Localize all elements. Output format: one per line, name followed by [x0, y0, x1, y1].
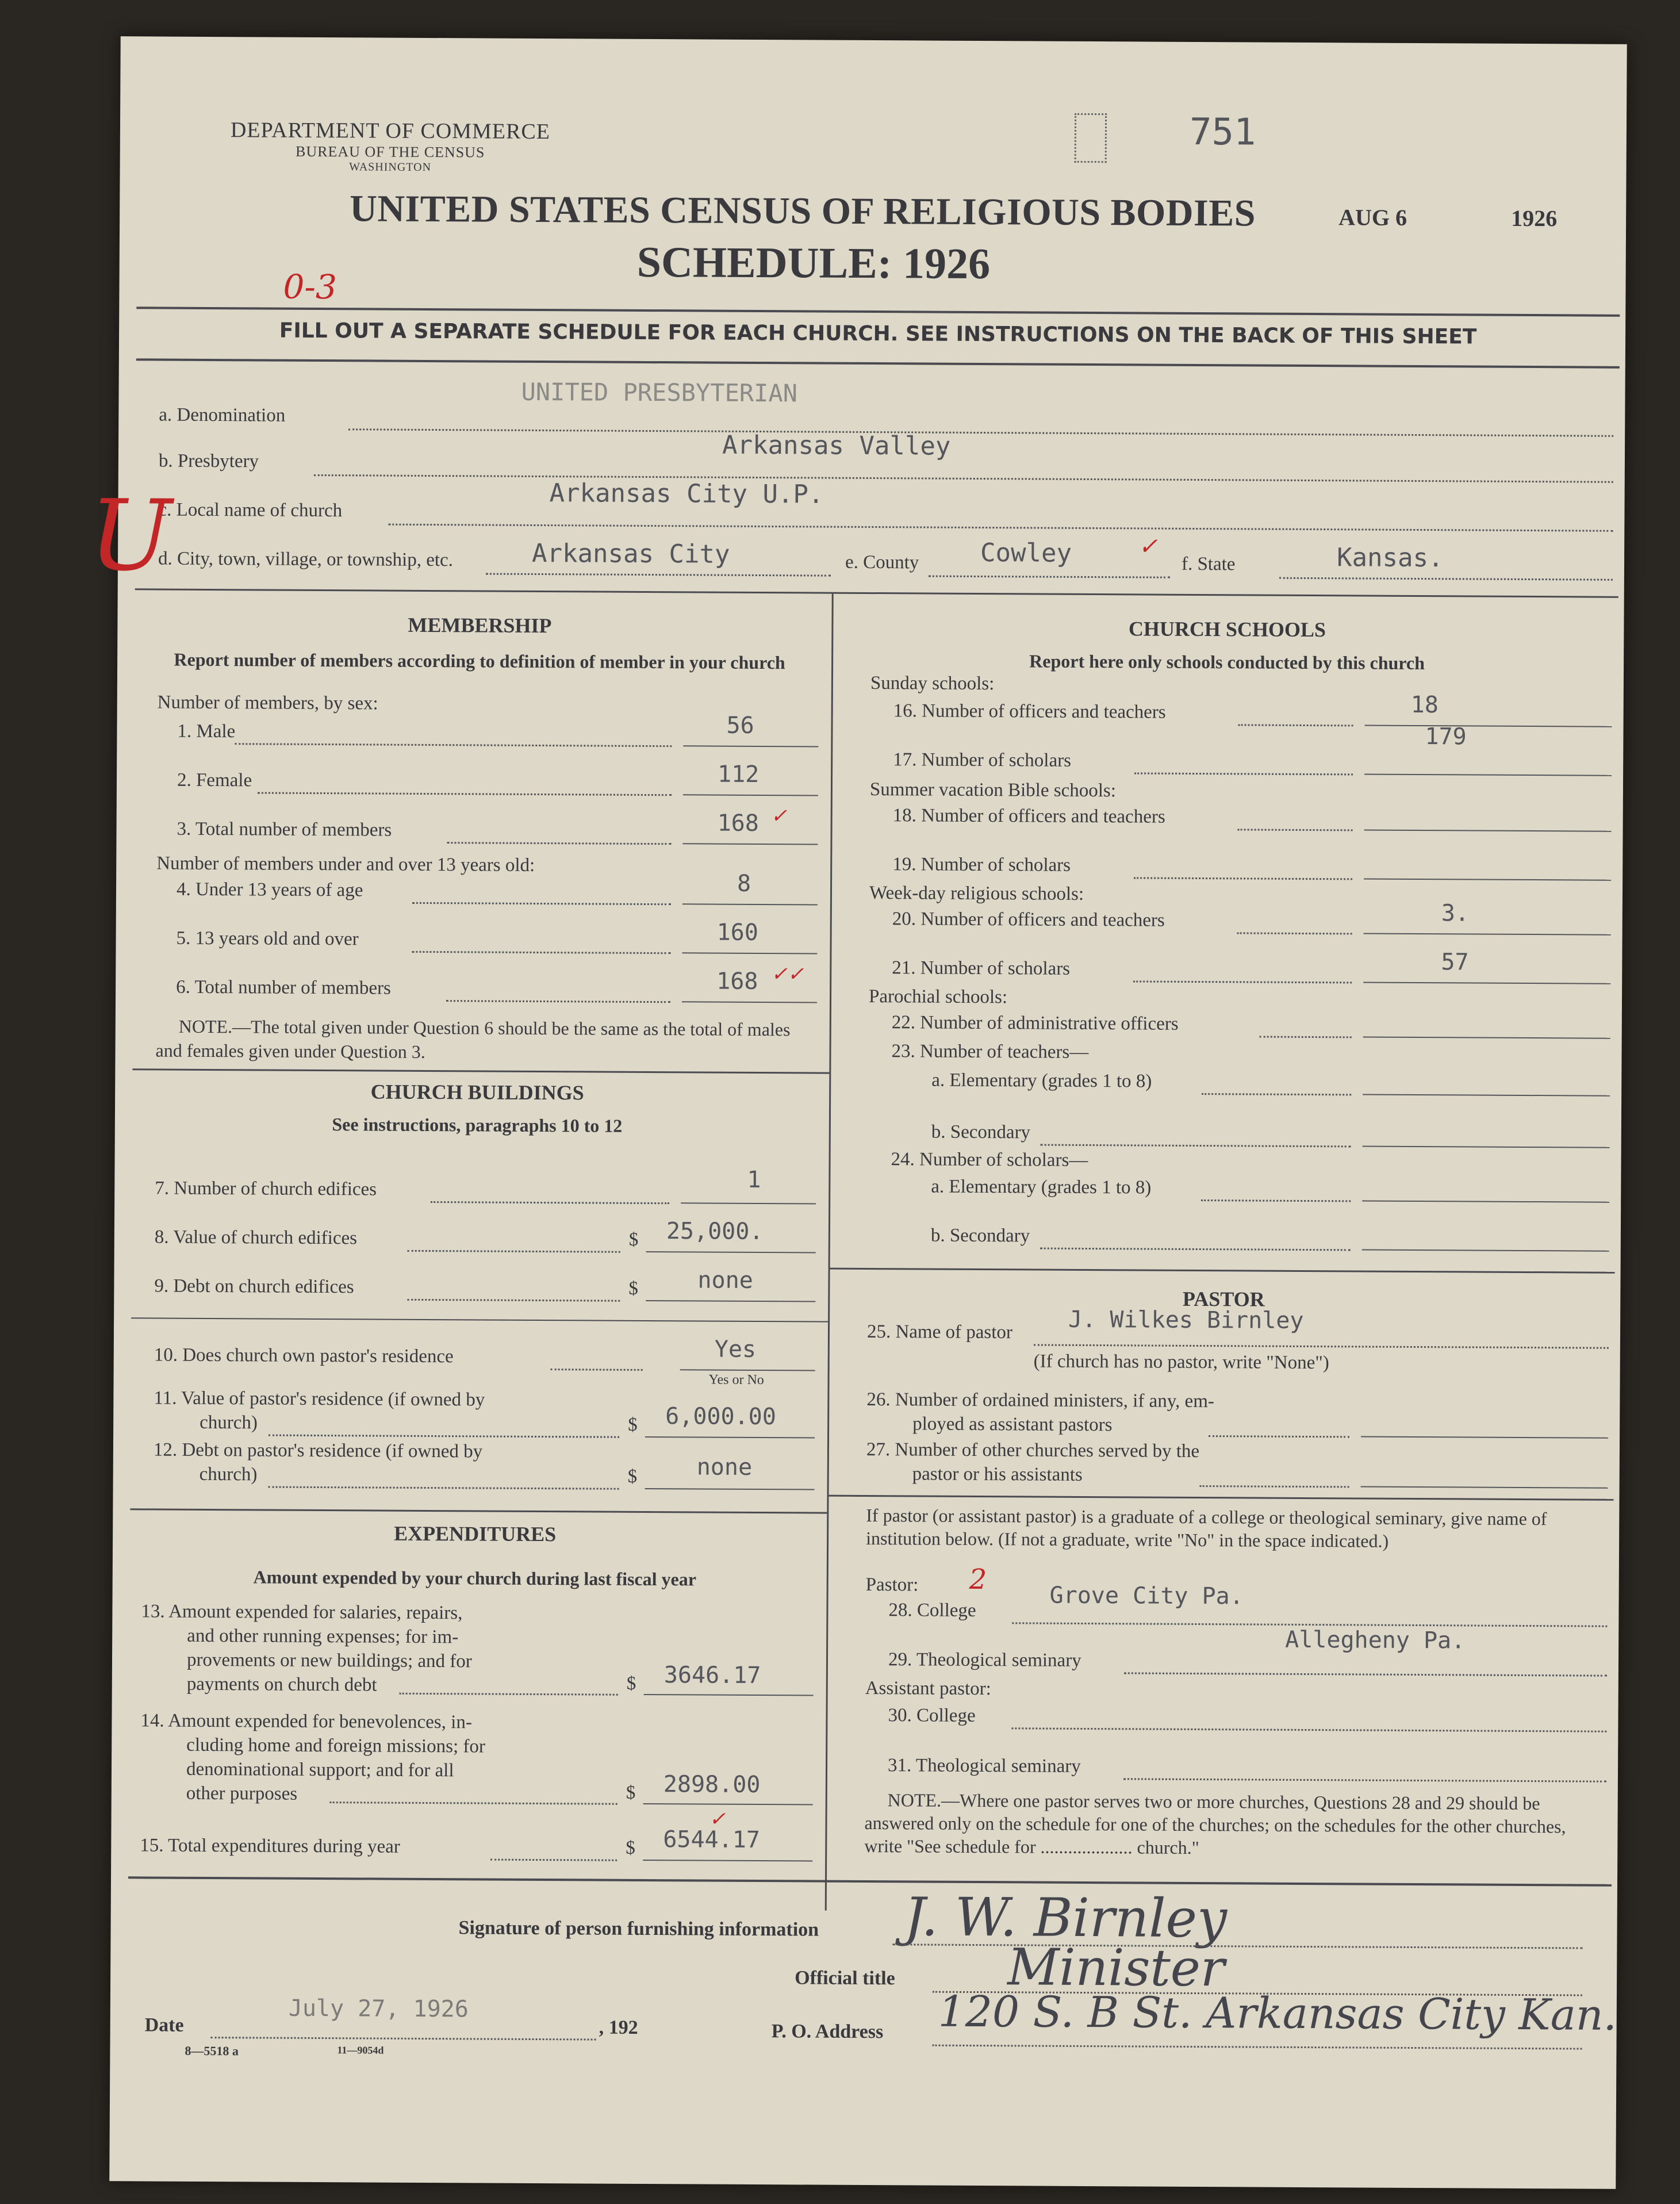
pastor-grad-label: Pastor:	[865, 1574, 919, 1596]
q5-answer-line	[682, 952, 817, 954]
date-suffix: , 192	[599, 2017, 638, 2038]
by-sex-label: Number of members, by sex:	[157, 692, 378, 714]
address-label: P. O. Address	[771, 2021, 884, 2043]
county-check-mark: ✓	[1138, 533, 1158, 560]
buildings-end-rule	[130, 1508, 827, 1513]
q4-label: 4. Under 13 years of age	[176, 879, 363, 901]
q20-value: 3.	[1441, 900, 1470, 927]
q9-answer-line	[646, 1300, 815, 1302]
q7-label: 7. Number of church edifices	[155, 1178, 377, 1200]
q3-value: 168	[717, 810, 760, 837]
buildings-heading: CHURCH BUILDINGS	[370, 1080, 584, 1105]
department-name: DEPARTMENT OF COMMERCE	[230, 118, 551, 144]
q27-answer-line	[1361, 1486, 1608, 1488]
q1-answer-line	[683, 745, 818, 747]
stamp-mark	[1075, 113, 1107, 163]
q9-dollar: $	[628, 1278, 638, 1299]
q12-value: none	[696, 1454, 753, 1481]
q27-line-1: 27. Number of other churches served by the	[866, 1439, 1200, 1462]
county-label: e. County	[845, 551, 919, 573]
q6-leader	[446, 1000, 670, 1003]
census-schedule-sheet	[89, 36, 1627, 2189]
membership-rule	[132, 1068, 829, 1074]
q30-line	[1011, 1727, 1606, 1732]
denomination-value: UNITED PRESBYTERIAN	[521, 377, 798, 408]
date-line	[211, 2037, 596, 2041]
schools-heading: CHURCH SCHOOLS	[1128, 617, 1326, 642]
q17-label: 17. Number of scholars	[893, 749, 1072, 771]
pastor-red-mark: 2	[969, 1563, 987, 1596]
q1-value: 56	[726, 712, 754, 739]
q18-label: 18. Number of officers and teachers	[892, 805, 1165, 827]
q13-line-1: 13. Amount expended for salaries, repairs,	[141, 1601, 463, 1624]
schools-intro: Report here only schools conducted by this church	[1029, 650, 1425, 674]
pastor-note: NOTE.—Where one pastor serves two or more churches, Questions 28 and 29 should be answered only on the schedule for one of the churches; on the schedules for the other churches, write "See schedule for .................... church."	[864, 1789, 1566, 1858]
q23b-label: b. Secondary	[931, 1121, 1031, 1143]
city-line	[486, 573, 831, 577]
state-value: Kansas.	[1336, 543, 1444, 573]
q15-leader	[490, 1859, 617, 1861]
q14-line-4: other purposes	[186, 1783, 298, 1804]
q2-answer-line	[683, 794, 818, 796]
q7-leader	[431, 1201, 669, 1204]
q15-dollar: $	[626, 1837, 635, 1858]
q12-leader	[269, 1486, 619, 1490]
form-number: 8—5518 a	[185, 2043, 239, 2059]
membership-intro: Report number of members according to definition of member in your church	[174, 649, 785, 673]
q25-hint: (If church has no pastor, write "None")	[1033, 1351, 1329, 1374]
q2-value: 112	[717, 761, 760, 788]
q2-leader	[258, 792, 672, 796]
q14-dollar: $	[626, 1782, 636, 1803]
q14-label	[140, 1708, 486, 1807]
denomination-label: a. Denomination	[159, 404, 286, 426]
q11-label-a: 11. Value of pastor's residence (if owned by	[154, 1387, 485, 1410]
yes-no-hint: Yes or No	[708, 1372, 764, 1388]
q14-line-2: cluding home and foreign missions; for	[186, 1734, 485, 1757]
q29-label: 29. Theological seminary	[888, 1649, 1081, 1671]
q27-label	[866, 1438, 1200, 1488]
q14-line-1: 14. Amount expended for benevolences, in-	[140, 1710, 472, 1733]
q1-leader	[235, 743, 672, 747]
q8-label: 8. Value of church edifices	[154, 1226, 358, 1249]
q11-leader	[269, 1435, 619, 1438]
official-title-label: Official title	[795, 1967, 895, 1990]
q25-value: J. Wilkes Birnley	[1068, 1306, 1304, 1334]
q26-line-2: ployed as assistant pastors	[912, 1413, 1113, 1436]
red-annotation: 0-3	[283, 267, 337, 307]
q16-label: 16. Number of officers and teachers	[893, 700, 1166, 723]
q9-value: none	[697, 1267, 753, 1294]
department-block	[178, 117, 603, 175]
instruction-banner: FILL OUT A SEPARATE SCHEDULE FOR EACH CHURCH. SEE INSTRUCTIONS ON THE BACK OF THIS SHEET	[279, 319, 1477, 349]
q15-label: 15. Total expenditures during year	[140, 1835, 400, 1857]
q6-value: 168	[716, 968, 758, 995]
q19-label: 19. Number of scholars	[892, 854, 1071, 876]
presbytery-value: Arkansas Valley	[722, 430, 951, 461]
q27-line-2: pastor or his assistants	[912, 1463, 1083, 1485]
q9-leader	[407, 1299, 620, 1302]
q17-value: 179	[1425, 723, 1467, 750]
official-title-value: Minister	[1007, 1937, 1225, 1998]
parochial-label: Parochial schools:	[868, 986, 1008, 1008]
q16-value: 18	[1410, 691, 1439, 719]
expenditures-heading: EXPENDITURES	[394, 1521, 557, 1546]
buildings-rule	[131, 1317, 828, 1322]
form-title: UNITED STATES CENSUS OF RELIGIOUS BODIES	[350, 187, 1256, 235]
date-label: Date	[144, 2014, 184, 2036]
pastor-heading: PASTOR	[1182, 1287, 1265, 1311]
q11-dollar: $	[628, 1414, 638, 1435]
date-value: July 27, 1926	[288, 1995, 469, 2023]
q14-line-3: denominational support; and for all	[186, 1758, 454, 1781]
q10-value: Yes	[714, 1336, 757, 1363]
q3-check-mark: ✓	[770, 804, 788, 828]
q22-label: 22. Number of administrative officers	[891, 1012, 1179, 1034]
q5-label: 5. 13 years old and over	[176, 927, 359, 950]
q10-leader	[551, 1369, 643, 1371]
state-label: f. State	[1181, 553, 1236, 575]
q12-dollar: $	[627, 1466, 638, 1487]
address-line	[933, 2045, 1582, 2050]
q8-answer-line	[646, 1251, 816, 1254]
q13-line-2: and other running expenses; for im-	[187, 1625, 459, 1648]
q3-label: 3. Total number of members	[177, 818, 392, 841]
q3-leader	[447, 842, 671, 845]
q5-leader	[412, 951, 670, 954]
q13-value: 3646.17	[663, 1662, 761, 1689]
signature-value: J. W. Birnley	[904, 1886, 1228, 1950]
q28-value: Grove City Pa.	[1049, 1582, 1244, 1610]
q23a-label: a. Elementary (grades 1 to 8)	[931, 1070, 1152, 1092]
q26-label	[866, 1387, 1214, 1438]
q11-answer-line	[645, 1436, 815, 1439]
signature-label: Signature of person furnishing information	[458, 1917, 819, 1941]
q12-answer-line	[645, 1488, 815, 1490]
q7-value: 1	[747, 1166, 761, 1194]
q31-label: 31. Theological seminary	[887, 1755, 1081, 1777]
footer-rule	[128, 1876, 1612, 1887]
q13-answer-line	[644, 1694, 814, 1696]
membership-heading: MEMBERSHIP	[408, 613, 552, 638]
q27-leader	[1200, 1485, 1349, 1488]
address-value: 120 S. B St. Arkansas City Kan.	[938, 1987, 1617, 2040]
q31-line	[1123, 1778, 1606, 1782]
q13-dollar: $	[626, 1673, 636, 1694]
presbytery-label: b. Presbytery	[158, 450, 259, 472]
age-intro: Number of members under and over 13 years old:	[156, 853, 535, 876]
local-name-label: c. Local name of church	[158, 499, 343, 522]
q4-leader	[412, 902, 671, 905]
q7-answer-line	[681, 1202, 816, 1204]
q14-value: 2898.00	[663, 1771, 761, 1799]
buildings-sub: See instructions, paragraphs 10 to 12	[332, 1114, 623, 1136]
q23-label: 23. Number of teachers—	[891, 1041, 1089, 1063]
q15-check-mark: ✓	[709, 1807, 726, 1831]
q24a-label: a. Elementary (grades 1 to 8)	[931, 1176, 1152, 1198]
q2-label: 2. Female	[177, 769, 252, 791]
q1-label: 1. Male	[177, 720, 236, 742]
graduate-intro: If pastor (or assistant pastor) is a graduate of a college or theological seminary, give name of institution below. (If not a graduate, write "No" in the space indicated.)	[866, 1504, 1547, 1551]
q26-leader	[1209, 1435, 1349, 1438]
q20-label: 20. Number of officers and teachers	[892, 909, 1165, 931]
q24b-label: b. Secondary	[930, 1225, 1030, 1247]
q10-answer-line	[680, 1369, 815, 1371]
q13-line-4: payments on church debt	[186, 1673, 377, 1696]
city-name: WASHINGTON	[349, 160, 432, 174]
schedule-number: 751	[1189, 110, 1256, 154]
q4-value: 8	[737, 870, 751, 897]
q29-line	[1124, 1672, 1607, 1676]
asst-label: Assistant pastor:	[865, 1677, 991, 1700]
print-number: 11—9054d	[337, 2044, 384, 2056]
q8-dollar: $	[628, 1229, 639, 1250]
expenditures-sub: Amount expended by your church during last fiscal year	[253, 1566, 697, 1590]
county-value: Cowley	[980, 538, 1072, 568]
q13-line-3: provements or new buildings; and for	[186, 1649, 472, 1672]
q25-label: 25. Name of pastor	[866, 1321, 1013, 1343]
q8-leader	[408, 1250, 620, 1253]
q12-label-a: 12. Debt on pastor's residence (if owned by	[153, 1439, 483, 1462]
q12-label-b: church)	[199, 1463, 258, 1485]
weekday-label: Week-day religious schools:	[869, 883, 1084, 904]
local-name-value: Arkansas City U.P.	[549, 478, 824, 509]
q6-label: 6. Total number of members	[176, 976, 391, 999]
q26-answer-line	[1361, 1436, 1608, 1438]
q30-label: 30. College	[888, 1705, 976, 1726]
bureau-name: BUREAU OF THE CENSUS	[295, 143, 485, 161]
received-stamp-date: AUG 6	[1338, 204, 1407, 231]
q26-line-1: 26. Number of ordained ministers, if any, em-	[866, 1389, 1215, 1412]
q29-value: Allegheny Pa.	[1285, 1626, 1466, 1654]
received-stamp-year: 1926	[1511, 205, 1558, 232]
schedule-title: SCHEDULE: 1926	[636, 237, 991, 289]
q6-check-mark: ✓✓	[771, 963, 804, 986]
q8-value: 25,000.	[666, 1218, 764, 1245]
q21-value: 57	[1441, 949, 1469, 976]
q24-label: 24. Number of scholars—	[891, 1149, 1088, 1171]
q28-label: 28. College	[888, 1600, 976, 1621]
q6-answer-line	[682, 1001, 817, 1003]
summer-label: Summer vacation Bible schools:	[869, 779, 1117, 802]
q11-value: 6,000.00	[665, 1403, 777, 1431]
q21-label: 21. Number of scholars	[892, 957, 1071, 979]
red-margin-mark: U	[89, 478, 172, 593]
q15-answer-line	[643, 1860, 812, 1862]
city-value: Arkansas City	[531, 538, 730, 569]
pastor-rule	[829, 1495, 1614, 1501]
city-label: d. City, town, village, or township, etc.	[158, 548, 454, 571]
q9-label: 9. Debt on church edifices	[154, 1275, 354, 1298]
q4-answer-line	[682, 903, 818, 905]
q5-value: 160	[716, 919, 759, 946]
q3-answer-line	[682, 843, 818, 845]
q11-label-b: church)	[200, 1412, 258, 1433]
q14-answer-line	[643, 1803, 813, 1806]
q13-label	[141, 1599, 473, 1697]
sunday-label: Sunday schools:	[870, 673, 995, 695]
membership-note: NOTE.—The total given under Question 6 should be the same as the total of males and females given under Question 3.	[155, 1015, 791, 1062]
q10-label: 10. Does church own pastor's residence	[154, 1344, 454, 1367]
q15-value: 6544.17	[663, 1826, 761, 1854]
